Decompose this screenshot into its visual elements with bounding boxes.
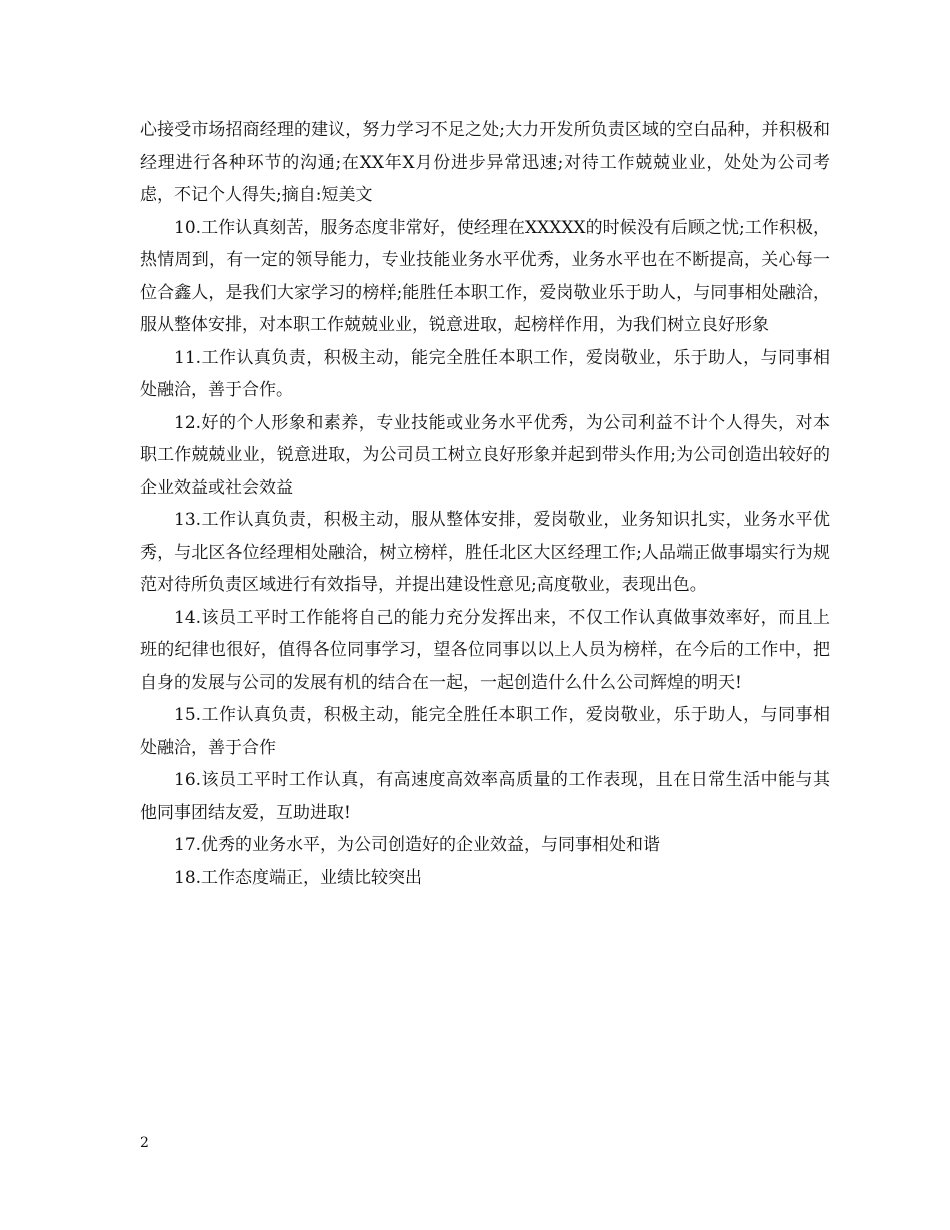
paragraph-continuation: 心接受市场招商经理的建议，努力学习不足之处;大力开发所负责区域的空白品种，并积极和经理进行各种环节的沟通;在XX年X月份进步异常迅速;对待工作兢兢业业，处处为公司考虑，不记个人得失;摘自:短美文 (140, 120, 830, 205)
page-number: 2 (140, 1135, 149, 1151)
paragraph-item-18: 18.工作态度端正，业绩比较突出 (174, 867, 423, 888)
paragraph-item-15: 15.工作认真负责，积极主动，能完全胜任本职工作，爱岗敬业，乐于助人，与同事相处融洽，善于合作 (140, 705, 830, 758)
paragraph-item-11: 11.工作认真负责，积极主动，能完全胜任本职工作，爱岗敬业，乐于助人，与同事相处融洽，善于合作。 (140, 347, 830, 400)
paragraph-item-14: 14.该员工平时工作能将自己的能力充分发挥出来，不仅工作认真做事效率好，而且上班的纪律也很好，值得各位同事学习，望各位同事以以上人员为榜样，在今后的工作中，把自身的发展与公司的发展有机的结合在一起，一起创造什么什么公司辉煌的明天! (140, 607, 830, 693)
paragraph-item-10: 10.工作认真刻苦，服务态度非常好，使经理在XXXXX的时候没有后顾之忧;工作积极，热情周到，有一定的领导能力，专业技能业务水平优秀，业务水平也在不断提高，关心每一位合鑫人，是我们大家学习的榜样;能胜任本职工作，爱岗敬业乐于助人，与同事相处融洽，服从整体安排，对本职工作兢兢业业，锐意进取，起榜样作用，为我们树立良好形象 (140, 217, 830, 335)
paragraph-item-12: 12.好的个人形象和素养，专业技能或业务水平优秀，为公司利益不计个人得失，对本职工作兢兢业业，锐意进取，为公司员工树立良好形象并起到带头作用;为公司创造出较好的企业效益或社会效益 (140, 412, 830, 498)
document-body (140, 114, 830, 894)
paragraph-item-17: 17.优秀的业务水平，为公司创造好的企业效益，与同事相处和谐 (174, 835, 661, 855)
paragraph-item-16: 16.该员工平时工作认真，有高速度高效率高质量的工作表现，且在日常生活中能与其他同事团结友爱，互助进取! (140, 770, 830, 823)
paragraph-item-13: 13.工作认真负责，积极主动，服从整体安排，爱岗敬业，业务知识扎实，业务水平优秀，与北区各位经理相处融洽，树立榜样，胜任北区大区经理工作;人品端正做事塌实行为规范对待所负责区域进行有效指导，并提出建设性意见;高度敬业，表现出色。 (140, 510, 830, 595)
